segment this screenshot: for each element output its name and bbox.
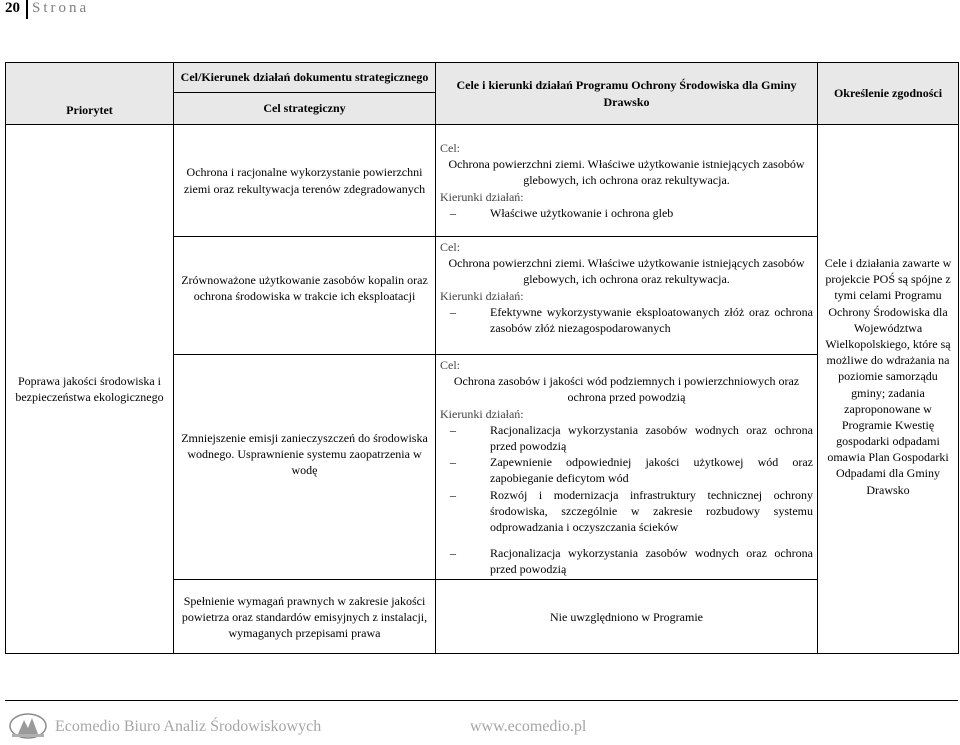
cel-strategiczny-3: Zmniejszenie emisji zanieczyszczeń do środowiska wodnego. Usprawnienie systemu zaopatrzenia w wodę — [174, 355, 436, 580]
program-cell-2: Cel: Ochrona powierzchni ziemi. Właściwe użytkowanie istniejących zasobów glebowych, ich ochrona oraz rekultywacja. Kierunki działań: – Efektywne wykorzystywanie eksploatowanych złóż oraz ochrona zasobów złóż niezagospodarowanych — [436, 237, 818, 355]
header-dok-group: Cel/Kierunek działań dokumentu strategicznego — [174, 63, 436, 93]
cel-strategiczny-4: Spełnienie wymagań prawnych w zakresie jakości powietrza oraz standardów emisyjnych z instalacji, wymaganych przepisami prawa — [174, 580, 436, 654]
program-cell-4: Nie uwzględniono w Programie — [436, 580, 818, 654]
cel-strategiczny-1: Ochrona i racjonalne wykorzystanie powierzchni ziemi oraz rekultywacja terenów zdegradowanych — [174, 125, 436, 237]
list-item: – Racjonalizacja wykorzystania zasobów wodnych oraz ochrona przed powodzią — [450, 546, 813, 577]
ecomedio-logo-icon — [8, 710, 48, 740]
list-item: – Efektywne wykorzystywanie eksploatowanych złóż oraz ochrona zasobów złóż niezagospodarowanych — [450, 304, 813, 335]
list-item: – Właściwe użytkowanie i ochrona gleb — [450, 205, 674, 220]
header-zgodnosc: Określenie zgodności — [818, 63, 959, 125]
program-cell-3: Cel: Ochrona zasobów i jakości wód podziemnych i powierzchniowych oraz ochrona przed powodzią Kierunki działań: – Racjonalizacja wykorzystania zasobów wodnych oraz ochrona przed powodzią – Zapewnienie odpowiedniej jakości użytkowej wód oraz zapobieganie deficytom wód – Rozwój i modernizacja infrastruktury technicznej ochrony środowiska, szczególnie w zakresie rozbudowy systemu odprowadzania i oczyszczania ścieków – Racjonalizacja wykorzystania zasobów wodnych oraz ochrona przed powodzią — [436, 355, 818, 580]
strategy-table — [5, 62, 959, 654]
zgodnosc-cell: Cele i działania zawarte w projekcie POŚ są spójne z tymi celami Programu Ochrony Środowiska dla Województwa Wielkopolskiego, które są możliwe do wdrażania na poziomie samorządu gminy; zadania zaproponowane w Programie Kwestię gospodarki odpadami omawia Plan Gospodarki Odpadami dla Gminy Drawsko — [818, 125, 959, 654]
list-item: – Rozwój i modernizacja infrastruktury technicznej ochrony środowiska, szczególnie w zakresie rozbudowy systemu odprowadzania i oczyszczania ścieków — [450, 487, 813, 534]
footer-website[interactable]: www.ecomedio.pl — [470, 718, 587, 735]
program-cell-1 — [436, 125, 818, 237]
page-footer — [0, 700, 960, 745]
cel-strategiczny-2: Zrównoważone użytkowanie zasobów kopalin oraz ochrona środowiska w trakcie ich eksploatacji — [174, 237, 436, 355]
priorytet-cell: Poprawa jakości środowiska i bezpieczeństwa ekologicznego — [6, 125, 174, 654]
footer-company: Ecomedio Biuro Analiz Środowiskowych — [55, 718, 322, 735]
page-header — [0, 0, 960, 22]
cel-label: Cel: — [440, 141, 460, 156]
list-item: – Racjonalizacja wykorzystania zasobów wodnych oraz ochrona przed powodzią — [450, 422, 813, 453]
header-cel-strategiczny: Cel strategiczny — [174, 93, 436, 125]
footer-divider — [5, 700, 958, 701]
list-item: – Zapewnienie odpowiedniej jakości użytkowej wód oraz zapobieganie deficytom wód — [450, 455, 813, 486]
page-number: 20 — [5, 0, 20, 16]
header-divider — [26, 0, 28, 19]
page-label: Strona — [32, 0, 90, 16]
cel-text: Ochrona powierzchni ziemi. Właściwe użytkowanie istniejących zasobów glebowych, ich ochrona oraz rekultywacja. — [448, 157, 805, 188]
header-program: Cele i kierunki działań Programu Ochrony Środowiska dla Gminy Drawsko — [436, 63, 818, 125]
header-priorytet: Priorytet — [6, 63, 174, 125]
kierunki-label: Kierunki działań: — [440, 189, 524, 204]
